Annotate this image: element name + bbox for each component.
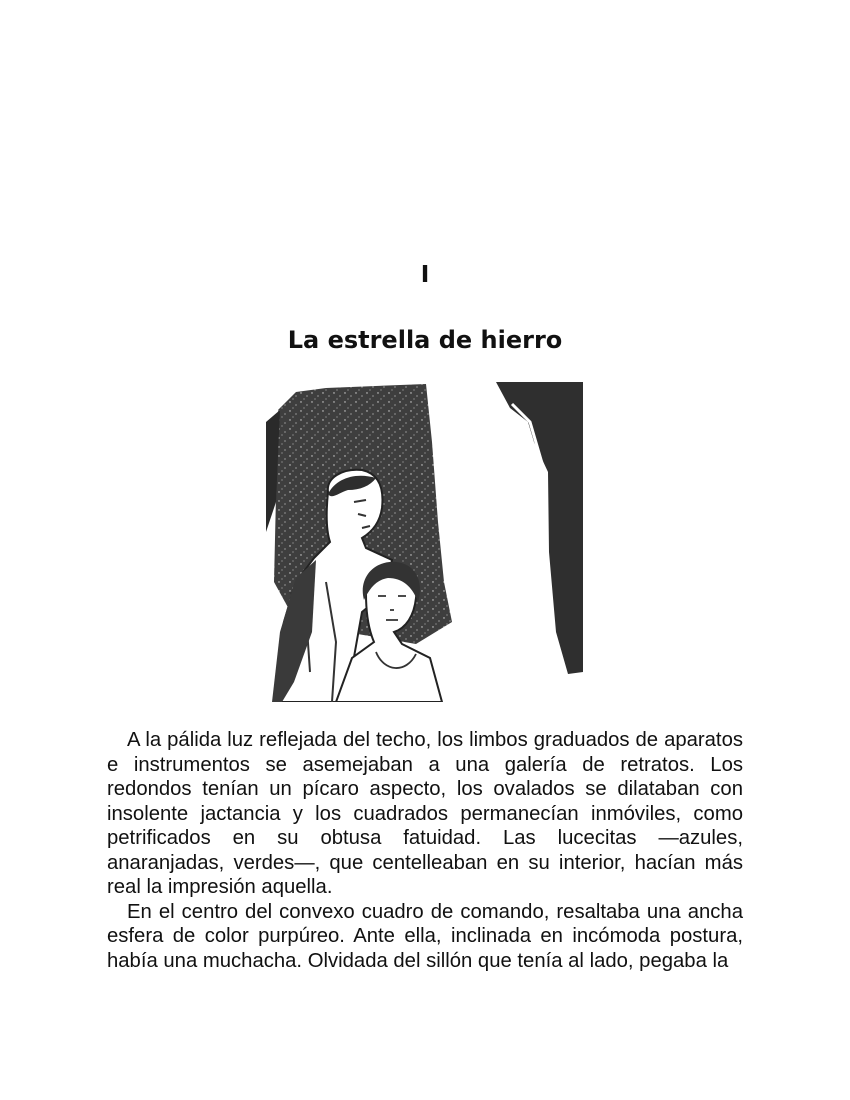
paragraph: A la pálida luz reflejada del techo, los limbos graduados de aparatos e instrumentos se asemejaban a una galería de retratos. Los redondos tenían un pícaro aspecto, los ovalados se dilataban con insolente jactancia y los cuadrados permanecían inmóviles, como petrificados en su obtusa fatuidad. Las lucecitas —azules, anaranjadas, verdes—, que centelleaban en su interior, hacían más real la impresión aquella.: [107, 729, 743, 898]
chapter-number: I: [420, 262, 430, 288]
body-text: [107, 728, 743, 973]
chapter-title: La estrella de hierro: [287, 326, 563, 354]
chapter-illustration: [266, 382, 583, 702]
window-pillar: [496, 382, 583, 674]
paragraph: En el centro del convexo cuadro de comando, resaltaba una ancha esfera de color purpúreo. Ante ella, inclinada en incómoda postura, había una muchacha. Olvidada del sillón que tenía al lado, pegaba la: [107, 900, 743, 972]
